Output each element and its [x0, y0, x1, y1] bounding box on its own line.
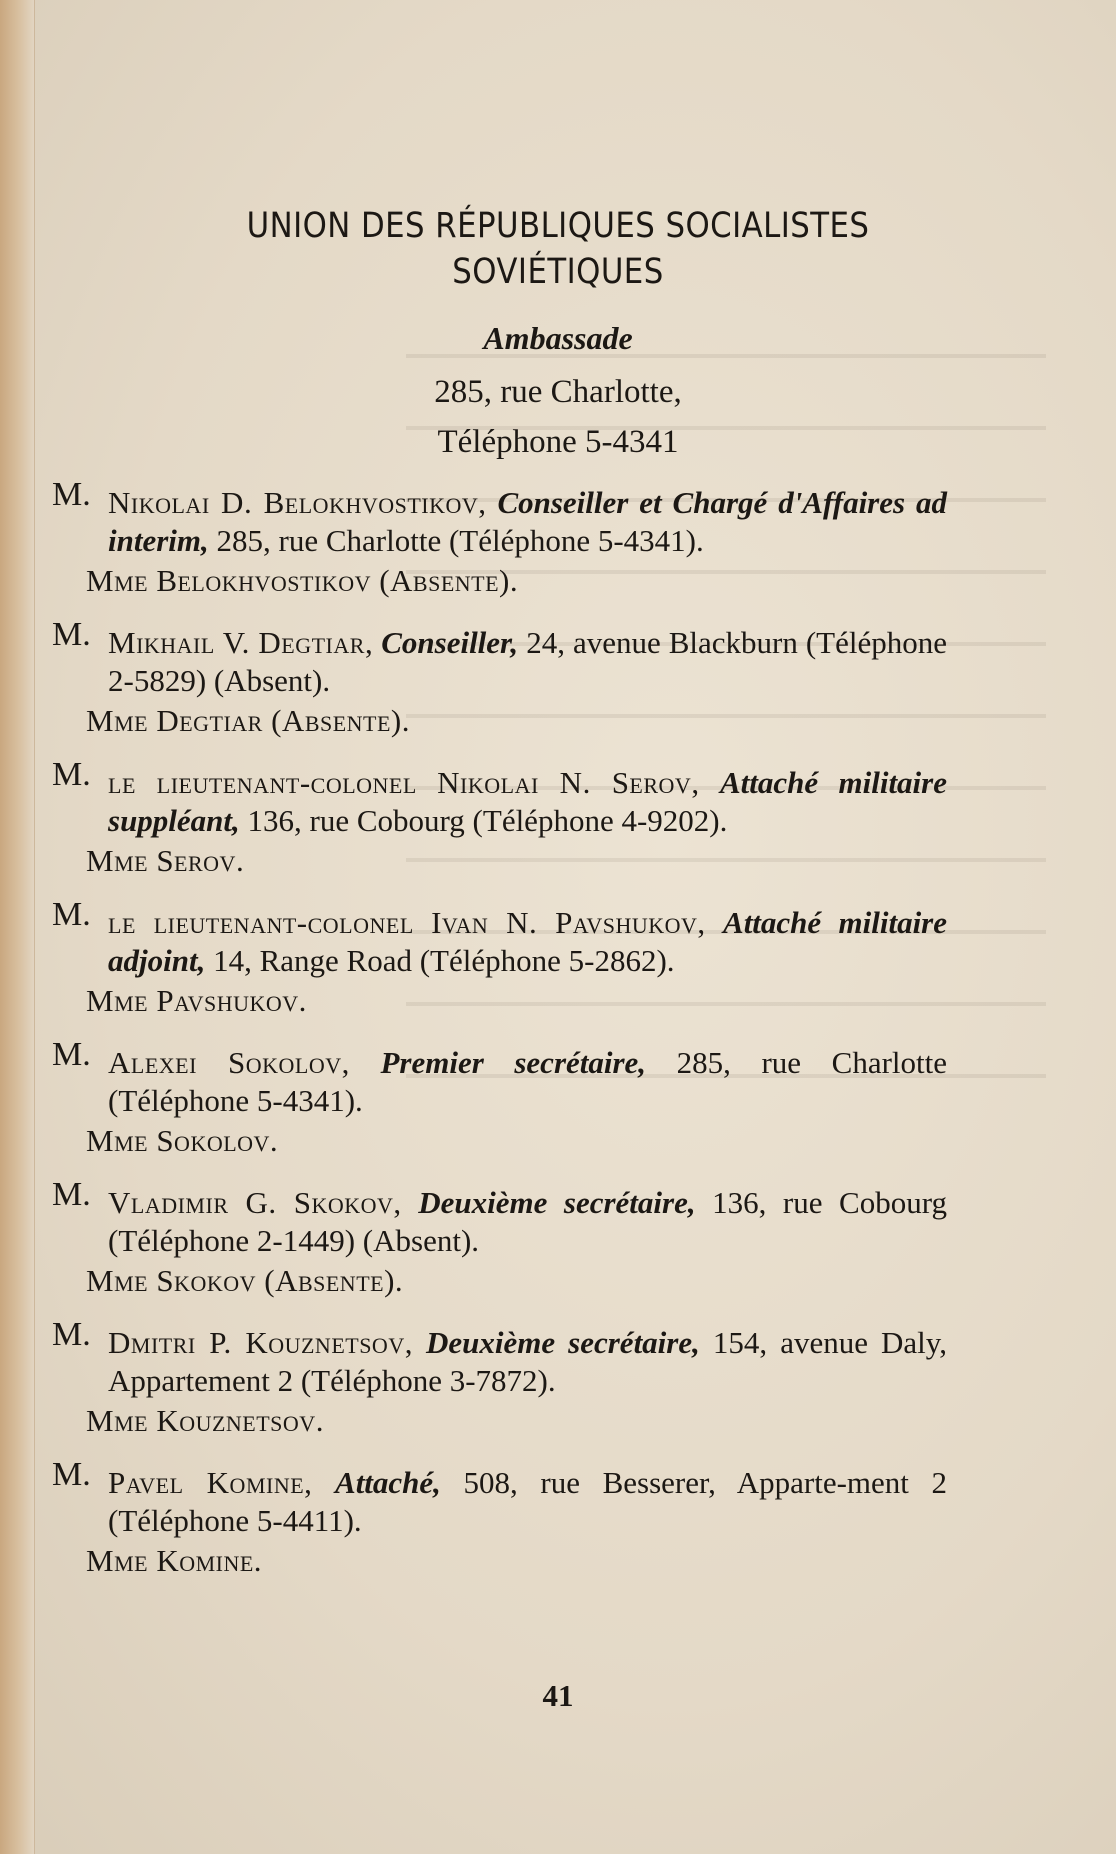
- title-line-2: SOVIÉTIQUES: [452, 252, 664, 292]
- title-line-1: UNION DES RÉPUBLIQUES SOCIALISTES: [246, 206, 870, 246]
- entry-paragraph: [52, 1176, 948, 1260]
- entry-spouse: Mme Serov.: [86, 843, 245, 878]
- entry-role: Attaché,: [335, 1465, 441, 1500]
- entry-details: 24, avenue Blackburn (Téléphone 2-5829) (Absent).: [108, 625, 948, 698]
- entry-paragraph: [52, 616, 948, 700]
- entry-rank: le lieutenant-colonel: [108, 905, 414, 940]
- entry-spouse: Mme Komine.: [86, 1543, 263, 1578]
- entry-prefix: M.: [52, 1176, 91, 1213]
- entry-name: Mikhail V. Degtiar,: [108, 625, 374, 660]
- entry-prefix: M.: [52, 616, 91, 653]
- entry-prefix: M.: [52, 1456, 91, 1493]
- entry-details: 136, rue Cobourg (Téléphone 2-1449) (Absent).: [108, 1185, 948, 1258]
- page-number: 41: [542, 1678, 574, 1713]
- entry-role: Premier secrétaire,: [380, 1045, 647, 1080]
- list-item: [52, 616, 948, 740]
- entry-role: Conseiller,: [381, 625, 519, 660]
- list-item: [52, 1316, 947, 1440]
- entry-role: Conseiller et Chargé d'Affaires ad interim,: [108, 485, 947, 558]
- entry-spouse: Mme Skokov (Absente).: [86, 1263, 404, 1298]
- entry-name: Dmitri P. Kouznetsov,: [108, 1325, 413, 1360]
- entry-name: Nikolai N. Serov,: [437, 765, 700, 800]
- entry-paragraph: [52, 476, 947, 560]
- entry-details: 154, avenue Daly, Appartement 2 (Téléphone 3-7872).: [108, 1325, 947, 1398]
- entry-role: Attaché militaire suppléant,: [108, 765, 947, 838]
- list-item: [52, 1176, 948, 1300]
- entry-prefix: M.: [52, 756, 91, 793]
- entry-paragraph: [52, 1316, 947, 1400]
- entry-prefix: M.: [52, 1036, 91, 1073]
- entry-rank: le lieutenant-colonel: [108, 765, 417, 800]
- entry-prefix: M.: [52, 1316, 91, 1353]
- entry-details: 285, rue Charlotte (Téléphone 5-4341).: [216, 523, 704, 558]
- entry-paragraph: [52, 896, 948, 980]
- entry-paragraph: [52, 1036, 948, 1120]
- section-subtitle: Ambassade: [483, 320, 633, 356]
- entry-name: Ivan N. Pavshukov,: [431, 905, 706, 940]
- entry-role: Deuxième secrétaire,: [418, 1185, 696, 1220]
- entry-name: Alexei Sokolov,: [108, 1045, 350, 1080]
- list-item: [52, 1036, 948, 1160]
- entry-details: 14, Range Road (Téléphone 5-2862).: [213, 943, 675, 978]
- entry-name: Nikolai D. Belokhvostikov,: [108, 485, 487, 520]
- entry-spouse: Mme Pavshukov.: [86, 983, 307, 1018]
- page-title: [67, 203, 1049, 295]
- entry-prefix: M.: [52, 476, 91, 513]
- list-item: [52, 476, 947, 600]
- list-item: [52, 896, 948, 1020]
- embassy-phone: Téléphone 5-4341: [437, 424, 679, 460]
- entry-role: Deuxième secrétaire,: [426, 1325, 700, 1360]
- entry-details: 285, rue Charlotte (Téléphone 5-4341).: [108, 1045, 948, 1118]
- entry-details: 508, rue Besserer, Apparte-ment 2 (Téléphone 5-4411).: [108, 1465, 947, 1538]
- entry-role: Attaché militaire adjoint,: [108, 905, 948, 978]
- entry-name: Vladimir G. Skokov,: [108, 1185, 402, 1220]
- entry-spouse: Mme Belokhvostikov (Absente).: [86, 563, 519, 598]
- embassy-address: 285, rue Charlotte,: [434, 374, 682, 410]
- entry-spouse: Mme Kouznetsov.: [86, 1403, 324, 1438]
- entry-spouse: Mme Sokolov.: [86, 1123, 279, 1158]
- entry-spouse: Mme Degtiar (Absente).: [86, 703, 410, 738]
- list-item: [52, 1456, 947, 1580]
- page-spine-edge: [0, 0, 35, 1854]
- entry-paragraph: [52, 756, 947, 840]
- staff-list: [52, 476, 948, 1604]
- entry-prefix: M.: [52, 896, 91, 933]
- entry-name: Pavel Komine,: [108, 1465, 313, 1500]
- entry-paragraph: [52, 1456, 947, 1540]
- entry-details: 136, rue Cobourg (Téléphone 4-9202).: [247, 803, 728, 838]
- list-item: [52, 756, 947, 880]
